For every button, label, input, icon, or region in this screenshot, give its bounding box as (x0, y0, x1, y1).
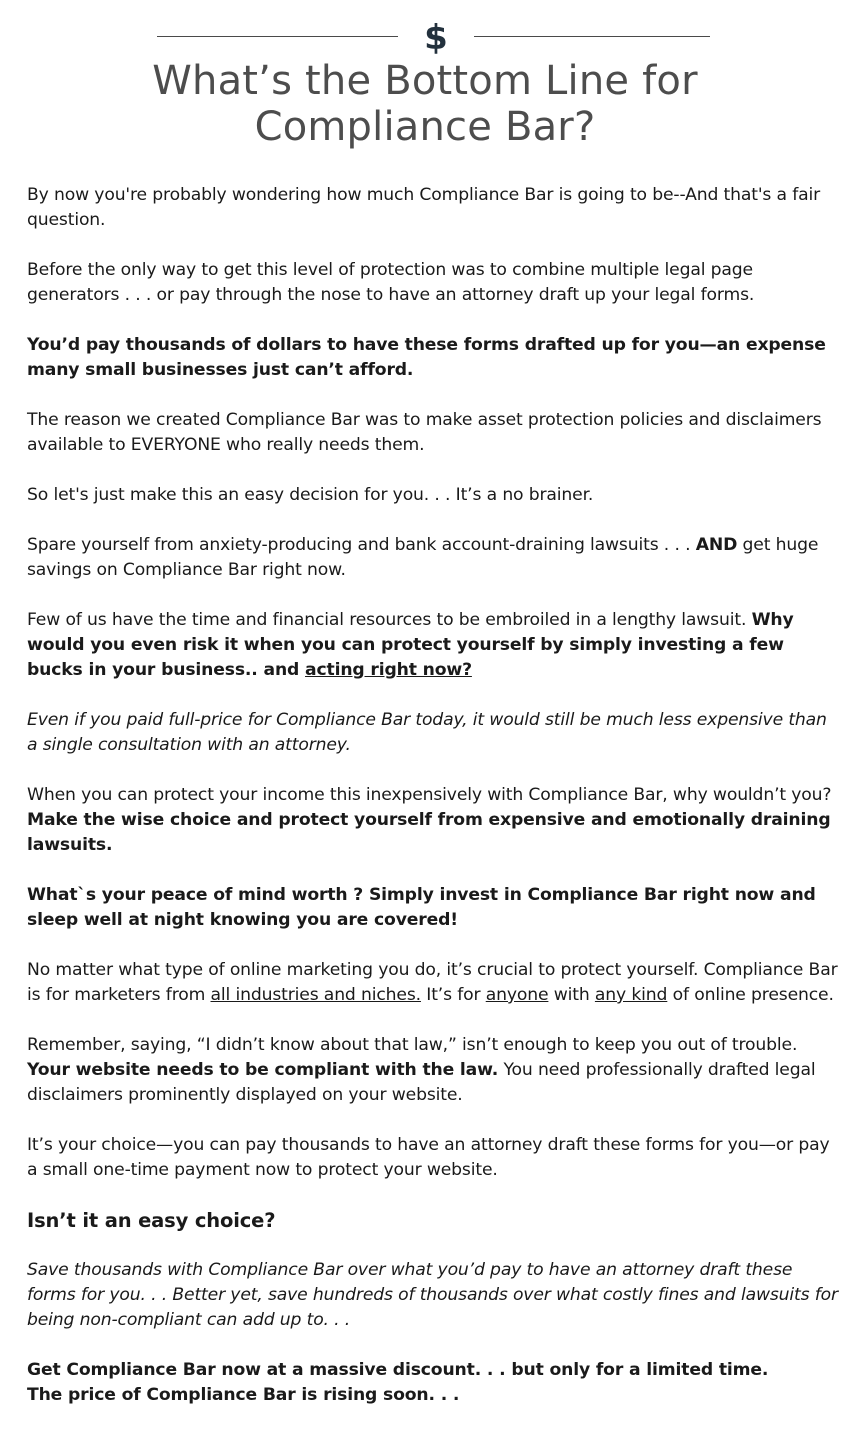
text-span-bold: Your website needs to be compliant with the law. (27, 1060, 499, 1080)
paragraph-reason-created: The reason we created Compliance Bar was to make asset protection policies and disclaimers available to EVERYONE who really needs them. (27, 410, 822, 455)
paragraph-easy-decision: So let's just make this an easy decision for you. . . It’s a no brainer. (27, 485, 594, 505)
header-ornament (0, 16, 850, 60)
text-span: with (548, 985, 595, 1005)
text-span: Get Compliance Bar now at a massive discount. . . but only for a limited time. (27, 1360, 769, 1380)
text-span: Remember, saying, “I didn’t know about that law,” isn’t enough to keep you out of trouble. (27, 1035, 798, 1055)
text-span: No matter what type of online marketing you do, it’s crucial to protect yourself. Compliance Bar is for marketers from (27, 960, 838, 1005)
acting-right-now-link[interactable]: acting right now? (305, 660, 472, 680)
paragraph-full-price: Even if you paid full-price for Compliance Bar today, it would still be much less expensive than a single consultation with an attorney. (27, 710, 827, 755)
paragraph-your-choice: It’s your choice—you can pay thousands to have an attorney draft these forms for you—or pay a small one-time payment now to protect your website. (27, 1135, 830, 1180)
divider-left (157, 36, 398, 37)
page-title-line1: What’s the Bottom Line for (152, 58, 698, 104)
paragraph-peace-of-mind: What`s your peace of mind worth ? Simply invest in Compliance Bar right now and sleep well at night knowing you are covered! (27, 885, 816, 930)
paragraph-previous-options: Before the only way to get this level of protection was to combine multiple legal page generators . . . or pay through the nose to have an attorney draft up your legal forms. (27, 260, 755, 305)
page-title-line2: Compliance Bar? (254, 104, 596, 150)
paragraph-wise-choice (27, 783, 839, 858)
subheading-easy-choice: Isn’t it an easy choice? (27, 1209, 276, 1232)
text-span-bold: Why would you even risk it when you can protect yourself by simply investing a few bucks in your business.. and (27, 610, 794, 680)
text-span: When you can protect your income this inexpensively with Compliance Bar, why wouldn’t you? (27, 785, 832, 805)
divider-right (474, 36, 710, 37)
paragraph-price-question: By now you're probably wondering how much Compliance Bar is going to be--And that's a fair question. (27, 185, 821, 230)
dollar-icon: $ (424, 18, 448, 58)
text-span: You need professionally drafted legal disclaimers prominently displayed on your website. (27, 1060, 816, 1105)
any-kind-link[interactable]: any kind (594, 985, 668, 1005)
text-span: get huge savings on Compliance Bar right now. (27, 535, 819, 580)
paragraph-limited-time (27, 1358, 839, 1408)
text-span-bold: AND (695, 535, 738, 555)
paragraph-cost-thousands: You’d pay thousands of dollars to have these forms drafted up for you—an expense many small businesses just can’t afford. (27, 335, 826, 380)
paragraph-risk (27, 608, 839, 683)
page-title (0, 58, 850, 150)
text-span: of online presence. (667, 985, 834, 1005)
text-span-bold: Make the wise choice and protect yourself from expensive and emotionally draining lawsuits. (27, 810, 831, 855)
paragraph-spare-yourself (27, 533, 839, 583)
all-industries-link[interactable]: all industries and niches. (210, 985, 421, 1005)
article-body (27, 183, 839, 1433)
text-span: The price of Compliance Bar is rising soon. . . (27, 1385, 460, 1405)
text-span: Few of us have the time and financial resources to be embroiled in a lengthy lawsuit. (27, 610, 752, 630)
text-span: It’s for (420, 985, 486, 1005)
paragraph-remember (27, 1033, 839, 1108)
text-span: Spare yourself from anxiety-producing and bank account-draining lawsuits . . . (27, 535, 696, 555)
paragraph-save-thousands: Save thousands with Compliance Bar over what you’d pay to have an attorney draft these forms for you. . . Better yet, save hundreds of thousands over what costly fines and lawsuits for being non-compliant can add up to. . . (27, 1260, 838, 1330)
anyone-link[interactable]: anyone (485, 985, 549, 1005)
paragraph-all-industries (27, 958, 839, 1008)
